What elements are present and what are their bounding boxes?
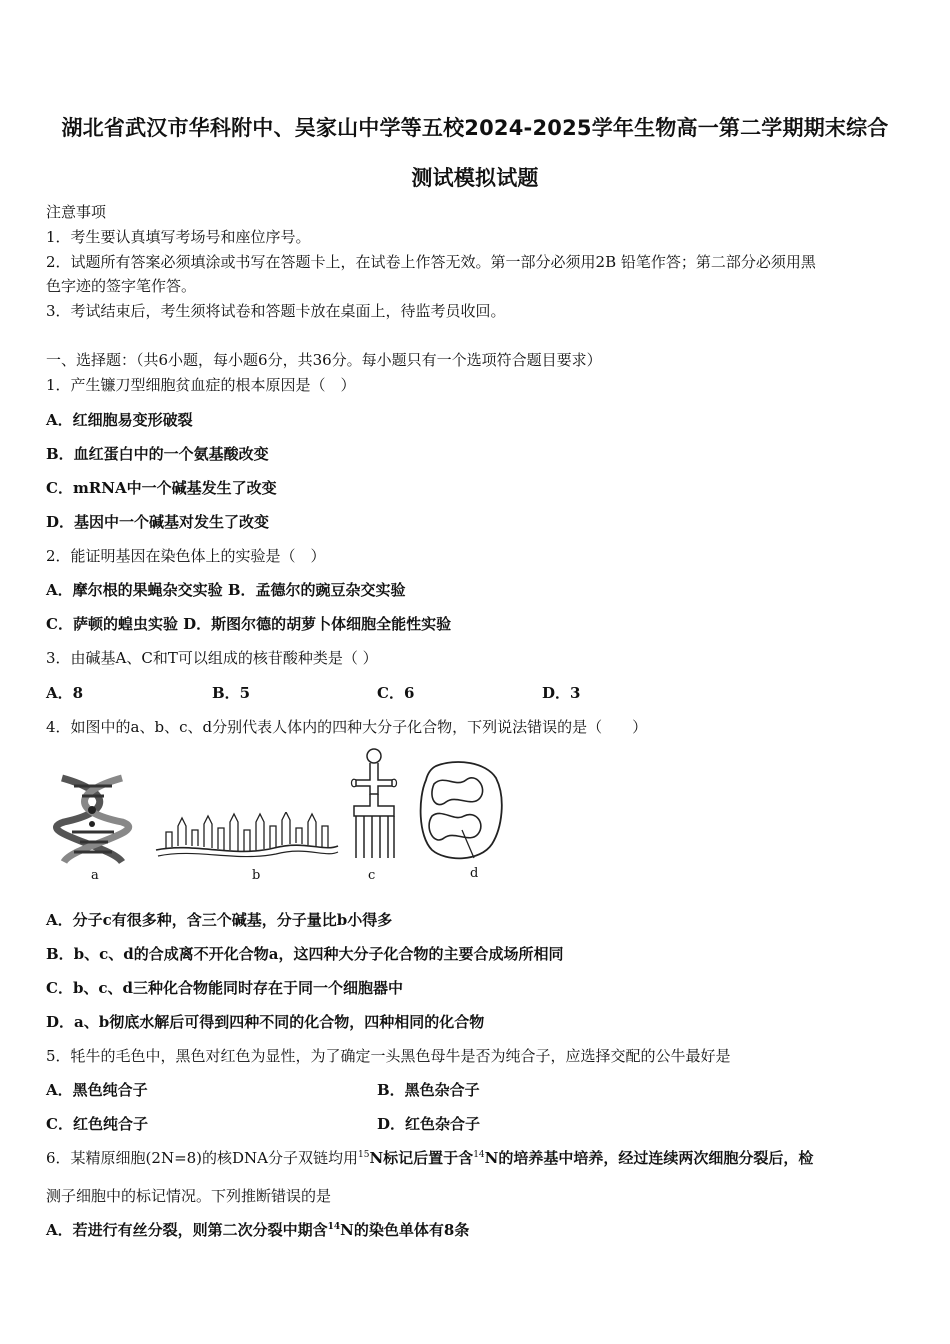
q3-option-d: D．3 <box>542 684 581 702</box>
q6-option-part: N的染色单体有8条 <box>340 1221 470 1239</box>
q5-option-d: D．红色杂合子 <box>377 1115 481 1133</box>
question-1-stem: 1．产生镰刀型细胞贫血症的根本原因是（ ） <box>46 376 356 394</box>
q1-option-b: B．血红蛋白中的一个氨基酸改变 <box>46 445 269 463</box>
dna-helix-image <box>52 772 136 868</box>
label-c: c <box>368 868 376 883</box>
question-6-stem-line2: 测子细胞中的标记情况。下列推断错误的是 <box>46 1187 332 1205</box>
q4-option-d: D．a、b彻底水解后可得到四种不同的化合物，四种相同的化合物 <box>46 1013 485 1031</box>
q5-option-b: B．黑色杂合子 <box>377 1081 480 1099</box>
q3-option-c: C．6 <box>377 684 415 702</box>
mrna-strand-image <box>154 812 340 862</box>
q6-option-part: A．若进行有丝分裂，则第二次分裂中期含 <box>46 1221 328 1239</box>
q3-option-a: A．8 <box>46 684 84 702</box>
notice-item: 色字迹的签字笔作答。 <box>46 277 197 295</box>
page-title-line2: 测试模拟试题 <box>411 166 539 190</box>
q1-option-a: A．红细胞易变形破裂 <box>46 411 193 429</box>
q1-option-c: C．mRNA中一个碱基发生了改变 <box>46 479 277 497</box>
label-b: b <box>252 868 261 883</box>
q4-option-c: C．b、c、d三种化合物能同时存在于同一个细胞器中 <box>46 979 404 997</box>
question-4-stem: 4．如图中的a、b、c、d分别代表人体内的四种大分子化合物，下列说法错误的是（ ） <box>46 718 648 736</box>
protein-folded-image <box>416 758 506 868</box>
q2-options-cd: C．萨顿的蝗虫实验 D．斯图尔德的胡萝卜体细胞全能性实验 <box>46 615 452 633</box>
question-6-stem <box>46 1148 813 1168</box>
section-heading: 一、选择题：（共6小题，每小题6分，共36分。每小题只有一个选项符合题目要求） <box>46 351 602 369</box>
q6-option-a <box>46 1220 469 1240</box>
q4-option-b: B．b、c、d的合成离不开化合物a，这四种大分子化合物的主要合成场所相同 <box>46 945 564 963</box>
q2-options-ab: A．摩尔根的果蝇杂交实验 B．孟德尔的豌豆杂交实验 <box>46 581 406 599</box>
superscript: 14 <box>327 1222 341 1232</box>
label-a: a <box>91 868 99 883</box>
notice-item: 2．试题所有答案必须填涂或书写在答题卡上，在试卷上作答无效。第一部分必须用2B 铅笔作答；第二部分必须用黑 <box>46 253 816 271</box>
q4-option-a: A．分子c有很多种，含三个碱基，分子量比b小得多 <box>46 911 393 929</box>
notice-heading: 注意事项 <box>46 203 107 221</box>
q1-option-d: D．基因中一个碱基对发生了改变 <box>46 513 270 531</box>
question-3-stem: 3．由碱基A、C和T可以组成的核苷酸种类是（ ） <box>46 649 378 667</box>
label-d: d <box>470 866 479 881</box>
question-2-stem: 2．能证明基因在染色体上的实验是（ ） <box>46 547 326 565</box>
notice-item: 1．考生要认真填写考场号和座位序号。 <box>46 228 311 246</box>
q3-option-b: B．5 <box>212 684 251 702</box>
superscript: 15 <box>358 1150 370 1160</box>
macromolecule-figure <box>46 742 516 890</box>
q5-option-c: C．红色纯合子 <box>46 1115 148 1133</box>
superscript: 14 <box>473 1150 485 1160</box>
notice-item: 3．考试结束后，考生须将试卷和答题卡放在桌面上，待监考员收回。 <box>46 302 506 320</box>
question-5-stem: 5．牦牛的毛色中，黑色对红色为显性，为了确定一头黑色母牛是否为纯合子，应选择交配的公牛最好是 <box>46 1047 731 1065</box>
q6-stem-part: N标记后置于含 <box>369 1149 474 1167</box>
q6-stem-part: N的培养基中培养，经过连续两次细胞分裂后，检 <box>484 1149 814 1167</box>
page-title-line1: 湖北省武汉市华科附中、吴家山中学等五校2024-2025学年生物高一第二学期期末综合 <box>61 116 889 140</box>
q6-stem-part: 6．某精原细胞(2N=8)的核DNA分子双链均用 <box>46 1149 359 1167</box>
q5-option-a: A．黑色纯合子 <box>46 1081 148 1099</box>
trna-clover-image <box>346 746 402 866</box>
